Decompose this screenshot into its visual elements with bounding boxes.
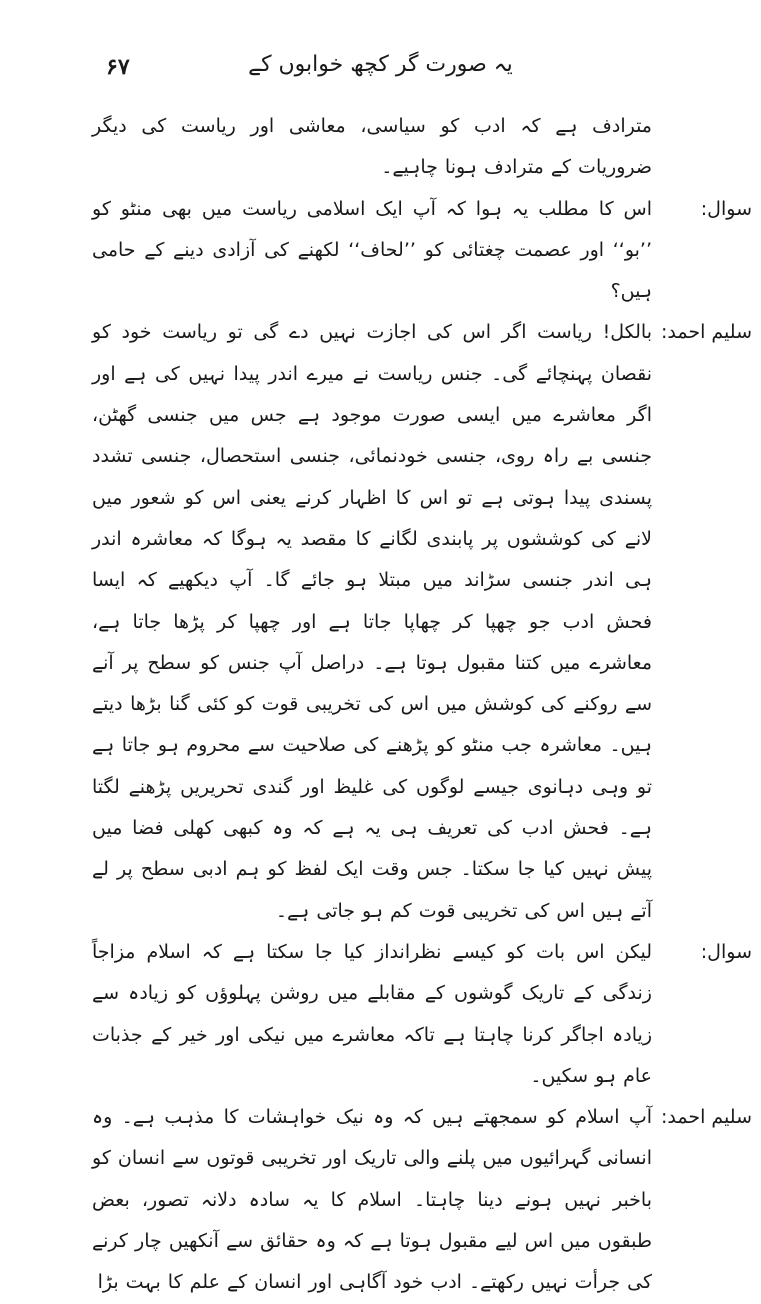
answer-block — [92, 312, 752, 931]
paragraph-continuation — [92, 106, 652, 189]
speaker-label: سلیم احمد: — [660, 1106, 752, 1129]
paragraph-text: اس کا مطلب یہ ہوا کہ آپ ایک اسلامی ریاست میں بھی منٹو کو ’’بو‘‘ اور عصمت چغتائی کو ’’لحاف‘‘ لکھنے کی آزادی دینے کے حامی ہیں؟ — [92, 197, 652, 303]
speaker-label: سوال: — [700, 940, 752, 963]
paragraph-text: مترادف ہے کہ ادب کو سیاسی، معاشی اور ریاست کی دیگر ضروریات کے مترادف ہونا چاہیے۔ — [92, 115, 652, 179]
page-header — [0, 48, 761, 88]
paragraph-text: بالکل! ریاست اگر اس کی اجازت نہیں دے گی تو ریاست خود کو نقصان پہنچائے گی۔ جنس ریاست نے میرے اندر پیدا نہیں کی ہے اور اگر معاشرے میں ایسی صورت موجود ہے جس میں جنسی گھٹن، جنسی بے راہ روی، جنسی خودنمائی، جنسی استحصال، جنسی تشدد پسندی پیدا ہوتی ہے تو اس کا اظہار کرنے یعنی اس کو شعور میں لانے کی کوششوں پر پابندی لگانے کا مقصد یہ ہوگا کہ معاشرہ اندر ہی اندر جنسی سڑاند میں مبتلا ہو جائے گا۔ آپ دیکھیے کہ ایسا فحش ادب جو چھپا کر چھاپا جاتا ہے اور چھپا کر پڑھا جاتا ہے، معاشرے میں کتنا مقبول ہوتا ہے۔ دراصل آپ جنس کو سطح پر آنے سے روکنے کی کوشش میں اس کی تخریبی قوت کو کئی گنا بڑھا دیتے ہیں۔ معاشرہ جب منٹو کو پڑھنے کی صلاحیت سے محروم ہو جاتا ہے تو وہی دہانوی جیسے لوگوں کی غلیظ اور گندی تحریریں پڑھنے لگتا ہے۔ فحش ادب کی تعریف ہی یہ ہے کہ وہ کبھی کھلی فضا میں پیش نہیں کیا جا سکتا۔ جس وقت ایک لفظ کو ہم ادبی سطح پر لے آتے ہیں اس کی تخریبی قوت کم ہو جاتی ہے۔ — [92, 321, 652, 922]
running-title: یہ صورت گر کچھ خوابوں کے — [248, 52, 513, 77]
paragraph-text: لیکن اس بات کو کیسے نظرانداز کیا جا سکتا ہے کہ اسلام مزاجاً زندگی کے تاریک گوشوں کے مقابلے میں روشن پہلوؤں کو زیادہ سے زیادہ اجاگر کرنا چاہتا ہے تاکہ معاشرے میں نیکی اور خیر کے جذبات عام ہو سکیں۔ — [92, 940, 652, 1087]
question-block — [92, 189, 752, 313]
question-block — [92, 932, 752, 1097]
speaker-label: سلیم احمد: — [660, 321, 752, 344]
answer-block — [92, 1097, 752, 1303]
speaker-label: سوال: — [700, 197, 752, 220]
page-number: ۶۷ — [106, 54, 130, 80]
page-body — [92, 106, 752, 1304]
paragraph-text: آپ اسلام کو سمجھتے ہیں کہ وہ نیک خواہشات کا مذہب ہے۔ وہ انسانی گہرائیوں میں پلنے والی تاریک اور تخریبی قوتوں سے انسان کو باخبر نہیں ہونے دینا چاہتا۔ اسلام کا یہ سادہ دلانہ تصور، بعض طبقوں میں اس لیے مقبول ہوتا ہے کہ وہ حقائق سے آنکھیں چار کرنے کی جرأت نہیں رکھتے۔ ادب خود آگاہی اور انسان کے علم کا بہت بڑا — [92, 1106, 652, 1294]
